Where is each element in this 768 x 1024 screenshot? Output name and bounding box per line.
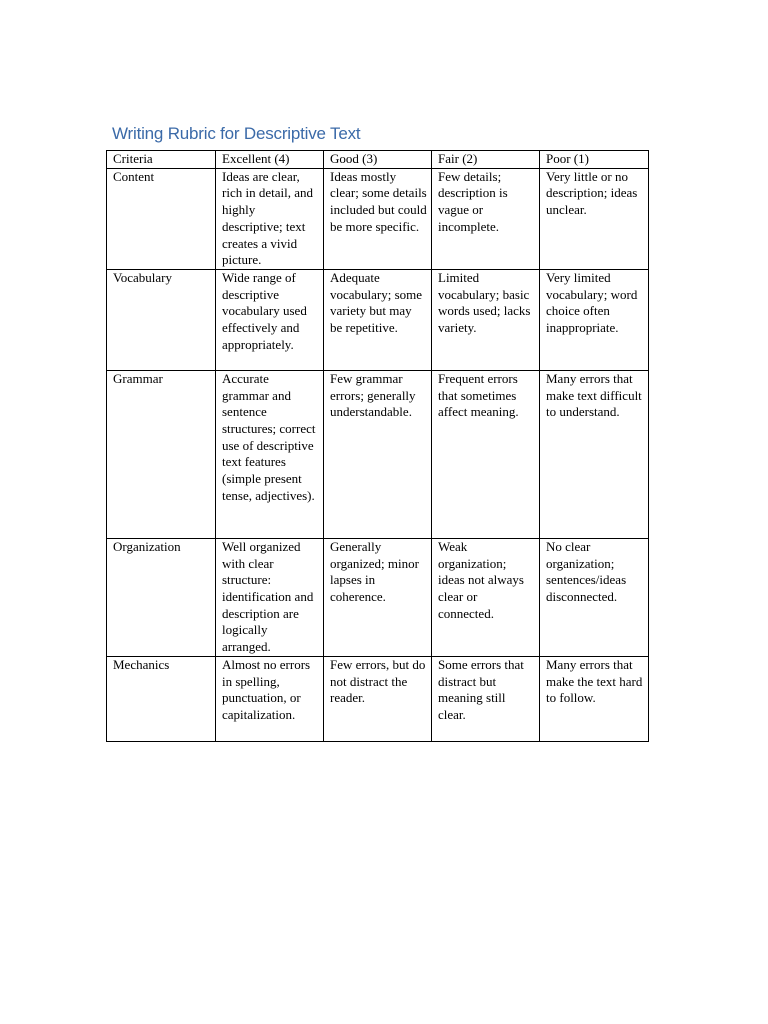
table-row-grammar: [107, 370, 649, 538]
good-cell: Few errors, but do not distract the reader.: [324, 656, 432, 741]
excellent-cell: Almost no errors in spelling, punctuation, or capitalization.: [216, 656, 324, 741]
criterion-cell: Organization: [107, 538, 216, 656]
header-excellent: Excellent (4): [216, 151, 324, 169]
criterion-cell: Vocabulary: [107, 269, 216, 370]
fair-cell: Weak organization; ideas not always clear or connected.: [432, 538, 540, 656]
fair-cell: Few details; description is vague or incomplete.: [432, 168, 540, 269]
poor-cell: Many errors that make the text hard to follow.: [540, 656, 649, 741]
header-good: Good (3): [324, 151, 432, 169]
criterion-cell: Content: [107, 168, 216, 269]
table-header-row: [107, 151, 649, 169]
table-row-content: [107, 168, 649, 269]
excellent-cell: Ideas are clear, rich in detail, and highly descriptive; text creates a vivid picture.: [216, 168, 324, 269]
criterion-cell: Grammar: [107, 370, 216, 538]
good-cell: Generally organized; minor lapses in coherence.: [324, 538, 432, 656]
good-cell: Few grammar errors; generally understandable.: [324, 370, 432, 538]
good-cell: Ideas mostly clear; some details included but could be more specific.: [324, 168, 432, 269]
criterion-cell: Mechanics: [107, 656, 216, 741]
poor-cell: Very little or no description; ideas unclear.: [540, 168, 649, 269]
fair-cell: Frequent errors that sometimes affect meaning.: [432, 370, 540, 538]
good-cell: Adequate vocabulary; some variety but may be repetitive.: [324, 269, 432, 370]
excellent-cell: Well organized with clear structure: identification and description are logically arranged.: [216, 538, 324, 656]
table-row-vocabulary: [107, 269, 649, 370]
header-poor: Poor (1): [540, 151, 649, 169]
poor-cell: Very limited vocabulary; word choice often inappropriate.: [540, 269, 649, 370]
excellent-cell: Accurate grammar and sentence structures; correct use of descriptive text features (simple present tense, adjectives).: [216, 370, 324, 538]
table-row-mechanics: [107, 656, 649, 741]
excellent-cell: Wide range of descriptive vocabulary used effectively and appropriately.: [216, 269, 324, 370]
fair-cell: Limited vocabulary; basic words used; lacks variety.: [432, 269, 540, 370]
poor-cell: No clear organization; sentences/ideas disconnected.: [540, 538, 649, 656]
fair-cell: Some errors that distract but meaning still clear.: [432, 656, 540, 741]
table-row-organization: [107, 538, 649, 656]
header-criteria: Criteria: [107, 151, 216, 169]
header-fair: Fair (2): [432, 151, 540, 169]
poor-cell: Many errors that make text difficult to understand.: [540, 370, 649, 538]
rubric-table: [106, 150, 649, 742]
page-title: Writing Rubric for Descriptive Text: [112, 124, 361, 143]
